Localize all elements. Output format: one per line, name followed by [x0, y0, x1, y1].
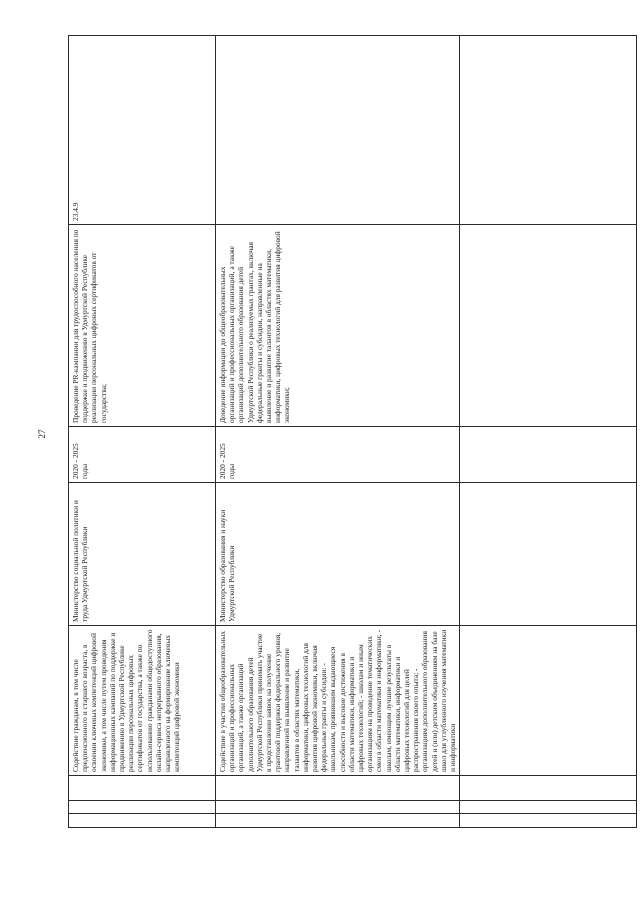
- period-text: 2020 - 2025 годы: [218, 443, 237, 479]
- executor-cell: [460, 483, 637, 626]
- activity-cell: [460, 626, 637, 776]
- indicator-cell: [216, 36, 460, 225]
- table-cell-empty: [460, 776, 637, 801]
- indicator-cell: [69, 36, 216, 225]
- executor-text: Министерство образования и науки Удмуртской Республики: [218, 509, 237, 622]
- period-cell: [216, 427, 460, 483]
- table-cell-empty: [216, 801, 460, 814]
- result-cell: [69, 225, 216, 427]
- result-text: Проведение PR-кампании для трудоспособного населения по поддержке и продвижению в Удмуртской Республике реализации персональных цифровых сертификатов от государства;: [71, 229, 108, 423]
- result-text: Доведение информации до общеобразовательных организаций и профессиональных организаций, а также организаций дополнительного образования детей Удмуртской Республики о реализуемых грантах, включая федеральные гранты и субсидии, направленные на выявление и развитие талантов в областях математики, информатики, цифровых технологий для развития цифровой экономики;: [218, 231, 292, 423]
- table-cell-empty: [69, 776, 216, 801]
- page-number: 27: [37, 429, 47, 439]
- indicator-cell: [460, 36, 637, 225]
- table-row: [460, 36, 637, 828]
- activity-text: Содействие гражданам, в том числе предпенсионного и старшего возраста, в освоении ключевых компетенций цифровой экономики, а том числе путем проведения информационных кампаний по поддержке и продвижению в Удмуртской Республике реализации персональных цифровых сертификатов от государства, а также по использованию гражданами общедоступного онлайн-сервиса непрерывного образования, направленного на формирование ключевых компетенций цифровой экономики: [71, 629, 182, 772]
- period-text: 2020 - 2025 годы: [71, 443, 90, 479]
- table-cell-empty: [460, 814, 637, 828]
- result-cell: [460, 225, 637, 427]
- executor-text: Министерство социальной политики и труда Удмуртской Республики: [71, 500, 90, 622]
- table-row: [69, 36, 216, 828]
- table-cell-empty: [216, 814, 460, 828]
- period-cell: [69, 427, 216, 483]
- rotated-table-block: [68, 36, 546, 828]
- activity-cell: [216, 626, 460, 776]
- period-cell: [460, 427, 637, 483]
- table-cell-empty: [216, 776, 460, 801]
- executor-cell: [69, 483, 216, 626]
- measures-table: [68, 35, 637, 828]
- table-row: [216, 36, 460, 828]
- result-cell: [216, 225, 460, 427]
- indicator-text: 23.4.9: [71, 202, 80, 221]
- table-cell-empty: [69, 801, 216, 814]
- executor-cell: [216, 483, 460, 626]
- activity-cell: [69, 626, 216, 776]
- activity-text: Содействие в участии общеобразовательных организаций и профессиональных организаций, а также организаций дополнительного образования детей Удмуртской Республики принимать участие в представлении заявок на получение грантовой поддержки федерального уровня, направленной на выявление и развитие талантов в областях математики, информатики, цифровых технологий для развития цифровой экономики, включая федеральные гранты и субсидии: - школьникам, проявившим выдающиеся способности и высокие достижения в области математики, информатики и цифровых технологий; - школам и иным организациям на проведение тематических смен в области математики и информатики; - школам, имеющим лучшие результаты в области математики, информатики и цифровых технологий для целей распространения своего опыта; - организациям дополнительного образования детей и (или) детским объединениям на базе школ для углубленного изучения математики и информатики: [218, 629, 458, 772]
- table-cell-empty: [69, 814, 216, 828]
- table-cell-empty: [460, 801, 637, 814]
